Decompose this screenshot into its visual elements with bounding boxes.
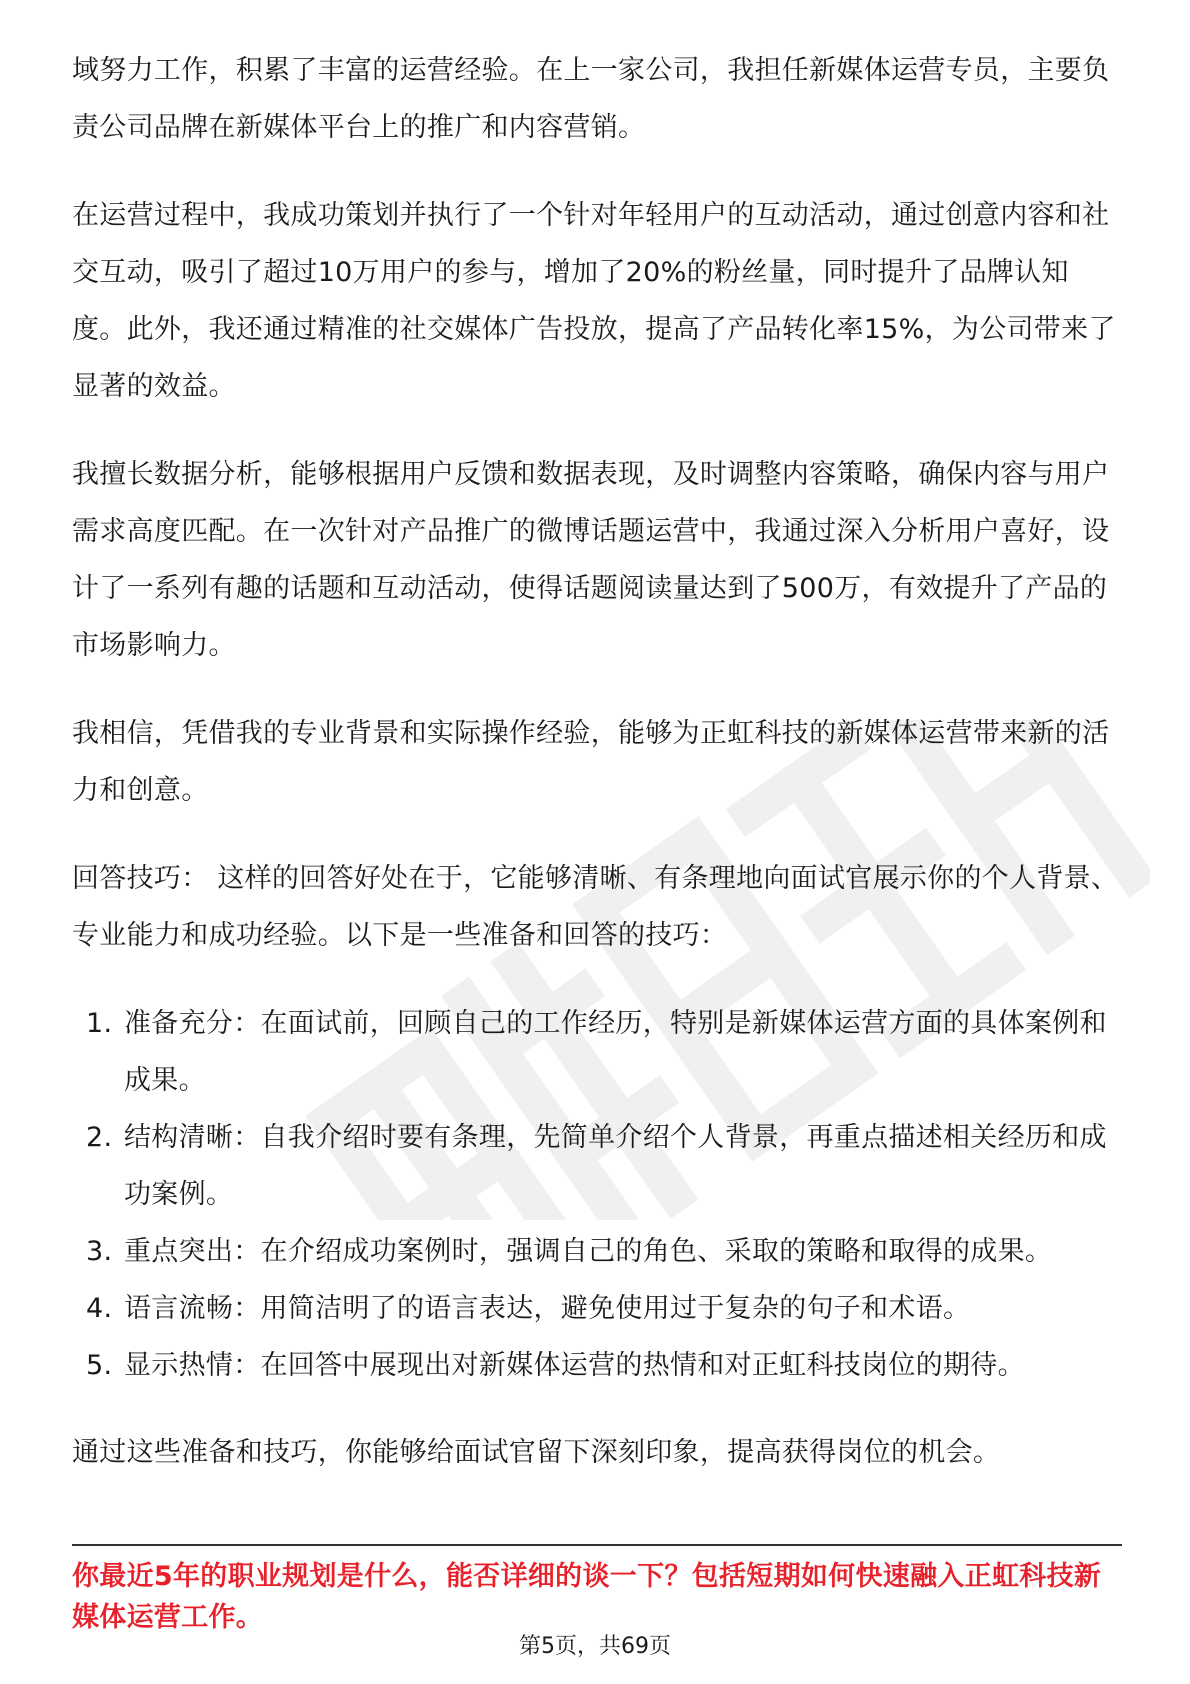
page-footer: 第5页，共69页 — [519, 1634, 671, 1659]
list-item — [72, 1109, 1122, 1223]
document-body — [72, 42, 1122, 1512]
list-item — [72, 1223, 1122, 1280]
list-item-number: 1. — [86, 1008, 113, 1039]
paragraph-closing: 通过这些准备和技巧，你能够给面试官留下深刻印象，提高获得岗位的机会。 — [72, 1437, 1001, 1468]
section-divider — [72, 1544, 1122, 1546]
list-item-text: 语言流畅：用简洁明了的语言表达，避免使用过于复杂的句子和术语。 — [124, 1293, 971, 1324]
tips-list — [72, 995, 1122, 1394]
paragraph-answer-tips: 回答技巧： 这样的回答好处在于，它能够清晰、有条理地向面试官展示你的个人背景、专业能力和成功经验。以下是一些准备和回答的技巧： — [72, 863, 1119, 951]
list-item-number: 2. — [86, 1122, 113, 1153]
list-item-text: 结构清晰：自我介绍时要有条理，先简单介绍个人背景，再重点描述相关经历和成功案例。 — [124, 1122, 1107, 1210]
paragraph-data-analysis: 我擅长数据分析，能够根据用户反馈和数据表现，及时调整内容策略，确保内容与用户需求高度匹配。在一次针对产品推广的微博话题运营中，我通过深入分析用户喜好，设计了一系列有趣的话题和互动活动，使得话题阅读量达到了500万，有效提升了产品的市场影响力。 — [72, 459, 1110, 661]
next-question-heading: 你最近5年的职业规划是什么，能否详细的谈一下？包括短期如何快速融入正虹科技新媒体运营工作。 — [72, 1561, 1102, 1633]
list-item-number: 3. — [86, 1236, 113, 1267]
list-item-number: 4. — [86, 1293, 113, 1324]
paragraph-confidence: 我相信，凭借我的专业背景和实际操作经验，能够为正虹科技的新媒体运营带来新的活力和创意。 — [72, 718, 1110, 806]
paragraph-experience-intro: 域努力工作，积累了丰富的运营经验。在上一家公司，我担任新媒体运营专员，主要负责公司品牌在新媒体平台上的推广和内容营销。 — [72, 55, 1110, 143]
list-item-number: 5. — [86, 1350, 113, 1381]
list-item — [72, 1280, 1122, 1337]
list-item — [72, 995, 1122, 1109]
list-item-text: 显示热情：在回答中展现出对新媒体运营的热情和对正虹科技岗位的期待。 — [124, 1350, 1025, 1381]
list-item-text: 重点突出：在介绍成功案例时，强调自己的角色、采取的策略和取得的成果。 — [124, 1236, 1053, 1267]
list-item — [72, 1337, 1122, 1394]
list-item-text: 准备充分：在面试前，回顾自己的工作经历，特别是新媒体运营方面的具体案例和成果。 — [124, 1008, 1107, 1096]
paragraph-campaign-results: 在运营过程中，我成功策划并执行了一个针对年轻用户的互动活动，通过创意内容和社交互动，吸引了超过10万用户的参与，增加了20%的粉丝量，同时提升了品牌认知度。此外，我还通过精准的社交媒体广告投放，提高了产品转化率15%，为公司带来了显著的效益。 — [72, 200, 1116, 402]
